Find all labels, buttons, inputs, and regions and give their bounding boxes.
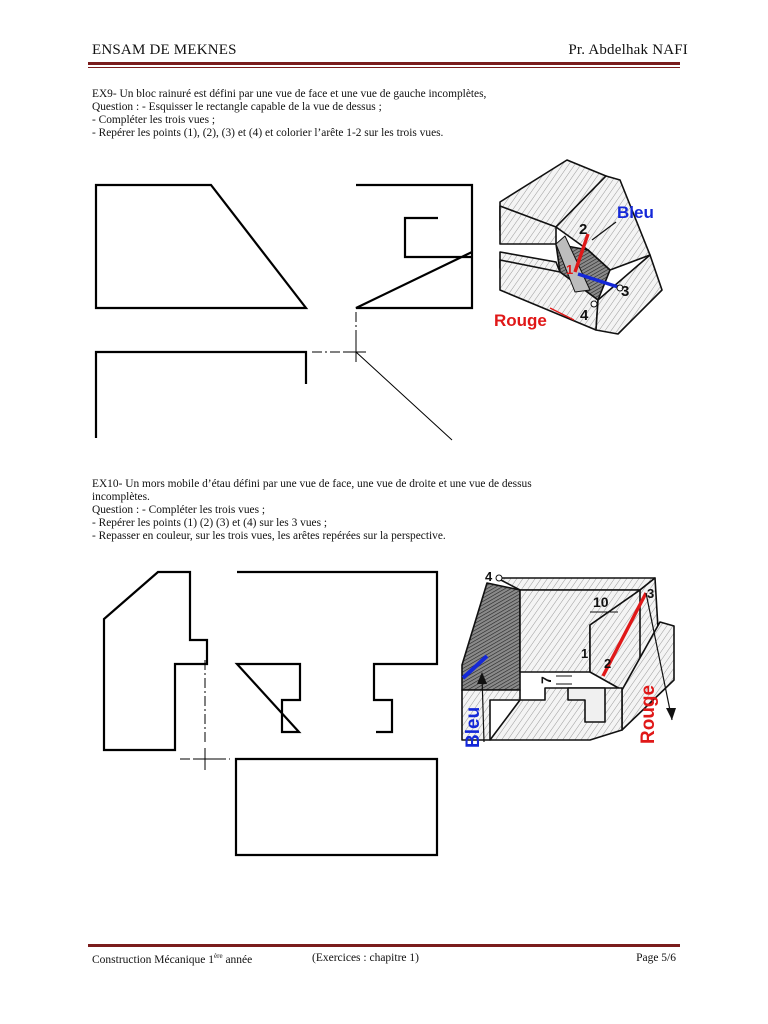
ex10-construction-lines	[180, 660, 230, 770]
ex9-point-4: 4	[580, 307, 589, 324]
ex10-line-1: EX10- Un mors mobile d’étau défini par une vue de face, une vue de droite et une vue de dessus	[92, 478, 532, 490]
ex10-point-3: 3	[647, 586, 655, 601]
ex10-line-3: Question : - Compléter les trois vues ;	[92, 504, 266, 516]
ex9-line-1: EX9- Un bloc rainuré est défini par une vue de face et une vue de gauche incomplètes,	[92, 88, 487, 100]
ex10-point-4: 4	[485, 569, 493, 584]
ex10-right-view	[237, 572, 437, 732]
footer-chapter: (Exercices : chapitre 1)	[312, 952, 419, 964]
ex9-line-3: - Compléter les trois vues ;	[92, 114, 216, 126]
ex9-point-3: 3	[621, 283, 630, 300]
ex9-top-view	[96, 352, 306, 438]
ex10-line-2: incomplètes.	[92, 491, 150, 503]
footer-course-tail: année	[222, 953, 253, 966]
ex10-point-2: 2	[604, 656, 612, 671]
ex9-construction-lines	[312, 248, 472, 440]
ex9-line-4: - Repérer les points (1), (2), (3) et (4) et colorier l’arête 1-2 sur les trois vues.	[92, 127, 444, 139]
ex9-point-2: 2	[579, 221, 588, 238]
ex10-line-4: - Repérer les points (1) (2) (3) et (4) sur les 3 vues ;	[92, 517, 328, 529]
ex10-label-rouge: Rouge	[638, 684, 659, 744]
ex10-point-1: 1	[581, 646, 589, 661]
ex9-front-view	[96, 185, 306, 308]
header-author: Pr. Abdelhak NAFI	[568, 42, 688, 58]
footer-rule	[88, 944, 680, 947]
ex10-line-5: - Repasser en couleur, sur les trois vues, les arêtes repérées sur la perspective.	[92, 530, 446, 542]
ex10-top-view	[236, 759, 437, 855]
ex9-label-rouge: Rouge	[494, 311, 547, 330]
ex10-point-4-marker	[496, 575, 502, 581]
header-school: ENSAM DE MEKNES	[92, 42, 237, 58]
ex10-label-bleu: Bleu	[463, 706, 484, 748]
ex10-front-view	[104, 572, 207, 750]
ex9-point-1: 1	[566, 262, 574, 277]
ex10-dim-7: 7	[538, 676, 554, 684]
footer-page: Page 5/6	[636, 952, 676, 964]
footer-course-name: Construction Mécanique 1	[92, 953, 215, 966]
ex9-left-view	[356, 185, 472, 308]
ex9-line-2: Question : - Esquisser le rectangle capable de la vue de dessus ;	[92, 101, 382, 113]
footer-course-sup: ère	[214, 952, 223, 960]
footer-course	[92, 952, 252, 966]
ex10-dim-10: 10	[593, 594, 609, 610]
ex9-point-4-marker	[591, 301, 597, 307]
ex9-label-bleu: Bleu	[617, 203, 654, 222]
